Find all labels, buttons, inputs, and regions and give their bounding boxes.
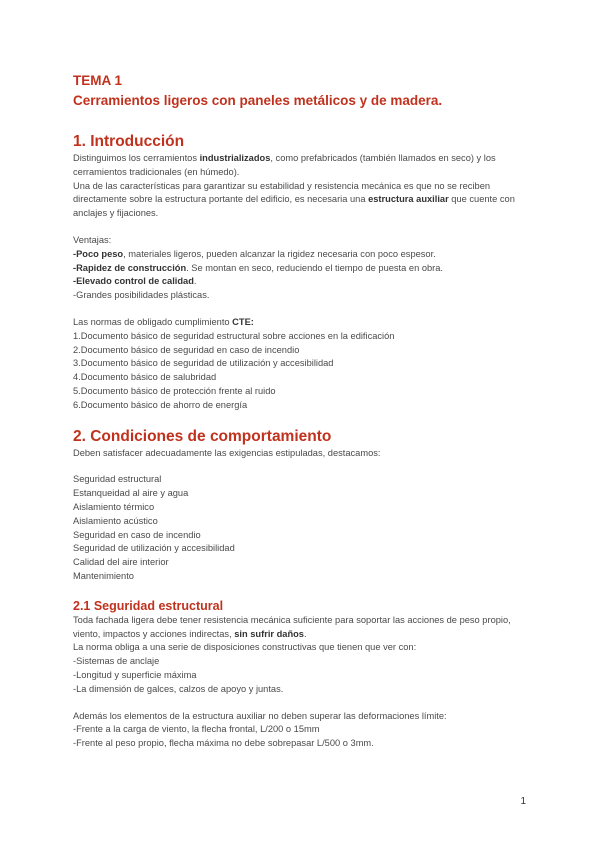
list-item: -Frente a la carga de viento, la flecha frontal, L/200 o 15mm (73, 724, 320, 735)
normas-list (73, 330, 533, 413)
list-item: Seguridad de utilización y accesibilidad (73, 543, 235, 554)
section-2-1-paragraph-3: Además los elementos de la estructura auxiliar no deben superar las deformaciones límite: (73, 710, 447, 721)
list-item: Aislamiento térmico (73, 501, 155, 512)
section-2-heading: 2. Condiciones de comportamiento (73, 427, 332, 445)
list-item: -Rapidez de construcción. Se montan en seco, reduciendo el tiempo de puesta en obra. (73, 262, 444, 273)
list-item: 6.Documento básico de ahorro de energía (73, 399, 248, 410)
tema-label: TEMA 1 (73, 73, 123, 88)
list-item: -Frente al peso propio, flecha máxima no debe sobrepasar L/500 o 3mm. (73, 738, 374, 749)
section-2-1-paragraph-2: La norma obliga a una serie de disposiciones constructivas que tienen que ver con: (73, 642, 417, 653)
limites-list (73, 723, 533, 751)
list-item: 4.Documento básico de salubridad (73, 372, 217, 383)
page-number: 1 (520, 796, 526, 807)
list-item: 2.Documento básico de seguridad en caso de incendio (73, 344, 300, 355)
normas-intro: Las normas de obligado cumplimiento CTE: (73, 316, 254, 327)
ventajas-label: Ventajas: (73, 234, 112, 245)
list-item: -Poco peso, materiales ligeros, pueden alcanzar la rigidez necesaria con poco espesor. (73, 248, 436, 259)
list-item: 3.Documento básico de seguridad de utilización y accesibilidad (73, 358, 334, 369)
list-item: -La dimensión de galces, calzos de apoyo y juntas. (73, 683, 284, 694)
list-item: Seguridad en caso de incendio (73, 529, 201, 540)
list-item: -Sistemas de anclaje (73, 656, 160, 667)
condiciones-list (73, 473, 533, 583)
list-item: -Longitud y superficie máxima (73, 669, 197, 680)
section-1-paragraph-2: Una de las características para garantizar su estabilidad y resistencia mecánica es que no se reciben directamente sobre la estructura portante del edificio, es necesaria una estructura auxiliar que cuente con anclajes y fijaciones. (73, 180, 515, 219)
list-item: -Elevado control de calidad. (73, 276, 197, 287)
list-item: Calidad del aire interior (73, 557, 169, 568)
section-2-1-heading: 2.1 Seguridad estructural (73, 598, 224, 613)
section-2-1-paragraph-1: Toda fachada ligera debe tener resistencia mecánica suficiente para soportar las acciones de peso propio, viento, impactos y acciones indirectas, sin sufrir daños. (73, 614, 511, 639)
list-item: 5.Documento básico de protección frente al ruido (73, 385, 276, 396)
list-item: Aislamiento acústico (73, 515, 158, 526)
list-item: Estanqueidad al aire y agua (73, 488, 189, 499)
ventajas-list (73, 248, 533, 303)
list-item: Mantenimiento (73, 570, 134, 581)
list-item: -Grandes posibilidades plásticas. (73, 290, 210, 301)
section-2-intro: Deben satisfacer adecuadamente las exigencias estipuladas, destacamos: (73, 447, 381, 458)
section-1-heading: 1. Introducción (73, 133, 185, 150)
disposiciones-list (73, 655, 533, 696)
section-1-paragraph-1: Distinguimos los cerramientos industrializados, como prefabricados (también llamados en seco) y los cerramientos tradicionales (en húmedo). (73, 153, 496, 177)
document-page (73, 72, 533, 751)
list-item: Seguridad estructural (73, 474, 162, 485)
document-title: Cerramientos ligeros con paneles metálicos y de madera. (73, 93, 443, 108)
list-item: 1.Documento básico de seguridad estructural sobre acciones en la edificación (73, 330, 395, 341)
